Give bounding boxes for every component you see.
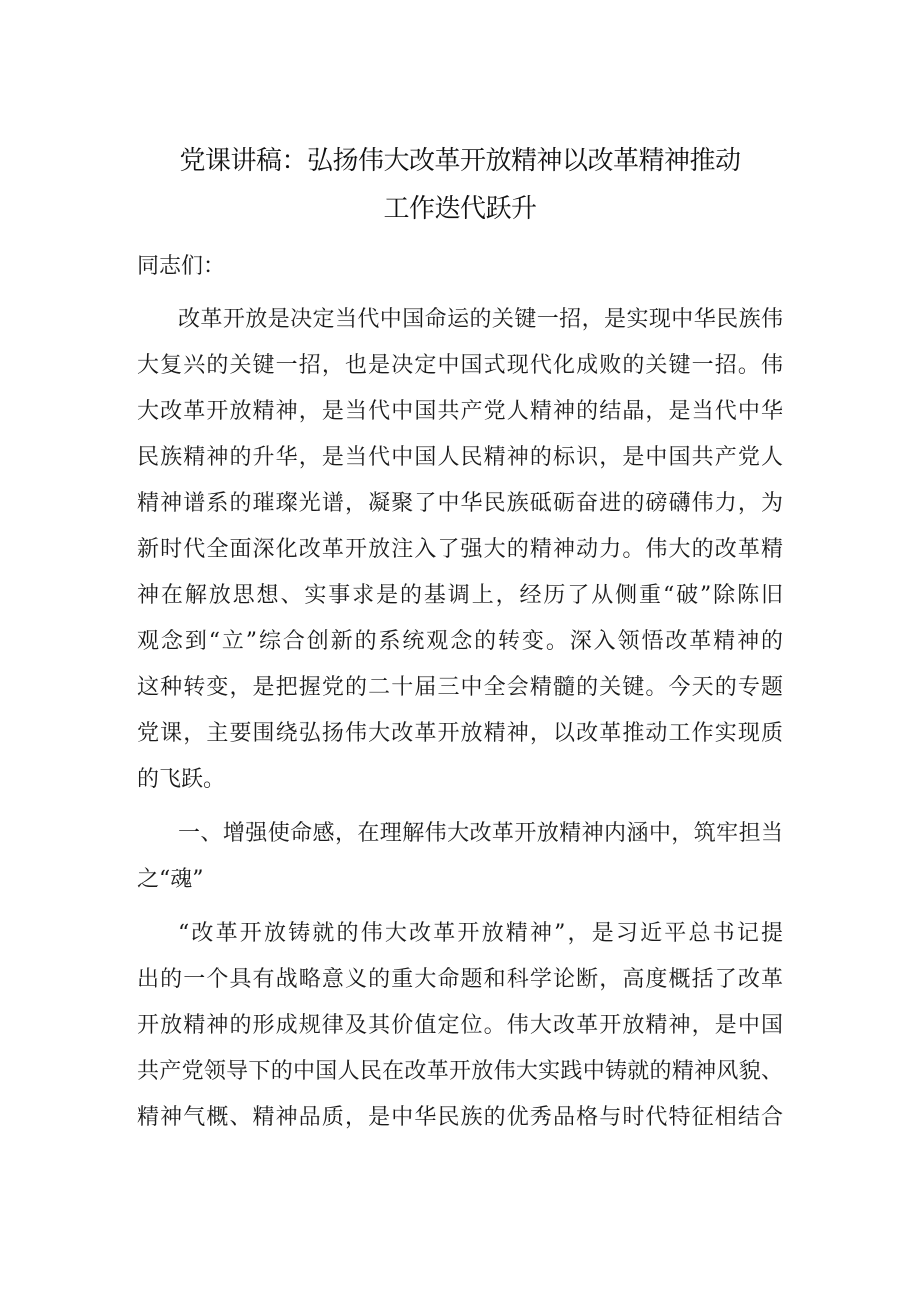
salutation: 同志们： (137, 254, 226, 279)
paragraph-line: 出的一个具有战略意义的重大命题和科学论断，高度概括了改革 (137, 967, 783, 992)
paragraph-line: 党课，主要围绕弘扬伟大改革开放精神，以改革推动工作实现质 (137, 721, 783, 746)
paragraph-line: 新时代全面深化改革开放注入了强大的精神动力。伟大的改革精 (137, 537, 783, 562)
section-heading-continued: 之“魂” (137, 867, 204, 892)
paragraph-line: 的飞跃。 (137, 767, 226, 792)
section-heading: 一、增强使命感，在理解伟大改革开放精神内涵中，筑牢担当 (178, 821, 783, 846)
paragraph-line: 大改革开放精神，是当代中国共产党人精神的结晶，是当代中华 (137, 399, 783, 424)
paragraph-line: 神在解放思想、实事求是的基调上，经历了从侧重“破”除陈旧 (137, 583, 783, 608)
paragraph-line: 观念到“立”综合创新的系统观念的转变。深入领悟改革精神的 (137, 629, 783, 654)
paragraph-line: 精神谱系的璀璨光谱，凝聚了中华民族砥砺奋进的磅礴伟力，为 (137, 491, 783, 516)
paragraph-line: 大复兴的关键一招，也是决定中国式现代化成败的关键一招。伟 (137, 353, 783, 378)
paragraph-line: “改革开放铸就的伟大改革开放精神”，是习近平总书记提 (178, 921, 783, 946)
document-title-line-1: 党课讲稿：弘扬伟大改革开放精神以改革精神推动 (179, 146, 741, 176)
paragraph-line: 共产党领导下的中国人民在改革开放伟大实践中铸就的精神风貌、 (137, 1059, 783, 1084)
paragraph-line: 精神气概、精神品质，是中华民族的优秀品格与时代特征相结合 (137, 1105, 783, 1130)
paragraph-line: 改革开放是决定当代中国命运的关键一招，是实现中华民族伟 (178, 307, 783, 332)
paragraph-line: 开放精神的形成规律及其价值定位。伟大改革开放精神，是中国 (137, 1013, 783, 1038)
document-title-line-2: 工作迭代跃升 (383, 194, 537, 224)
paragraph-line: 民族精神的升华，是当代中国人民精神的标识，是中国共产党人 (137, 445, 783, 470)
paragraph-line: 这种转变，是把握党的二十届三中全会精髓的关键。今天的专题 (137, 675, 783, 700)
